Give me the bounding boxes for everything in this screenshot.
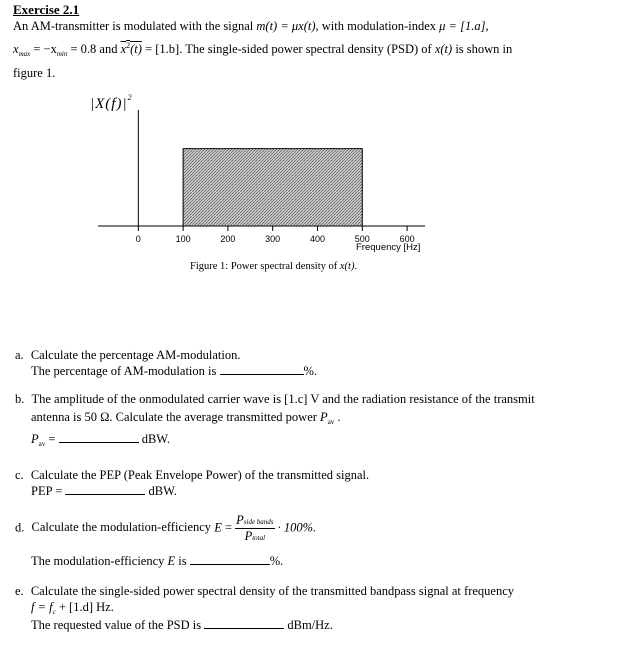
x-tick-label: 200 (220, 234, 236, 244)
efficiency-symbol: E (214, 520, 222, 535)
fraction-numerator (235, 513, 274, 529)
chart-layer (98, 110, 425, 244)
question-a-text: Calculate the percentage AM-modulation. (30, 348, 241, 362)
denominator-subscript: total (252, 534, 266, 542)
x-tick-label: 600 (399, 234, 415, 244)
x-tick-label: 500 (354, 234, 370, 244)
answer-b-symbol: P (31, 432, 39, 446)
y-axis-label: |X(f)| (90, 96, 128, 112)
x-max-symbol: x (13, 42, 19, 56)
answer-a-unit: %. (303, 364, 318, 378)
power-symbol: P (320, 410, 328, 424)
answer-c-blank[interactable] (65, 483, 145, 495)
question-d-label: d. (15, 520, 25, 535)
fraction-denominator (235, 529, 274, 544)
x-tick-label: 300 (265, 234, 281, 244)
answer-d-symbol: E (167, 554, 176, 568)
y-axis-label-exponent: 2 (127, 93, 133, 102)
answer-c-unit: dBW. (148, 484, 177, 498)
answer-d-is: is (175, 554, 187, 568)
intro-text: = 0.8 and (67, 42, 121, 56)
answer-a (31, 363, 317, 379)
frequency-formula: f = f (31, 600, 53, 614)
caption-period: . (354, 261, 358, 272)
numerator-symbol: P (236, 513, 244, 527)
denominator-symbol: P (244, 529, 253, 543)
x-tick-label: 100 (175, 234, 191, 244)
question-e (15, 584, 514, 599)
x-max-subscript: max (18, 50, 31, 58)
x-squared: x (120, 42, 127, 56)
intro-line-3: figure 1. (13, 66, 56, 80)
caption-signal: x(t) (339, 261, 355, 272)
answer-b-equals: = (45, 432, 56, 446)
efficiency-fraction (235, 513, 274, 544)
x-tick-label: 400 (309, 234, 326, 244)
answer-a-blank[interactable] (220, 363, 304, 375)
answer-a-prefix: The percentage of AM-modulation is (31, 364, 217, 378)
squared-exponent: 2 (126, 41, 131, 50)
x-tick-label: 0 (135, 234, 141, 244)
x-of-t: x(t) (434, 42, 453, 56)
question-b-period: . (334, 410, 341, 424)
answer-b-blank[interactable] (59, 431, 139, 443)
question-b-line-2 (31, 410, 341, 425)
numerator-subscript: side bands (243, 518, 274, 526)
answer-d-prefix: The modulation-efficiency (31, 554, 168, 568)
answer-c-prefix: PEP = (31, 484, 63, 498)
question-b-label: b. (15, 392, 25, 406)
question-b-text-2: antenna is 50 Ω. Calculate the average transmitted power (31, 410, 321, 424)
answer-e (31, 617, 333, 633)
answer-d (31, 553, 283, 569)
question-e-text: Calculate the single-sided power spectral density of the transmitted bandpass signal at frequency (30, 584, 514, 598)
intro-text: is shown in (452, 42, 513, 56)
x-axis-label: Frequency [Hz] (356, 242, 421, 253)
intro-text: , with modulation-index (315, 19, 440, 33)
percent-factor: · 100%. (274, 520, 317, 535)
question-b (15, 392, 535, 407)
answer-e-unit: dBm/Hz. (287, 618, 333, 632)
psd-band (183, 149, 362, 226)
answer-b-unit: dBW. (141, 432, 171, 446)
answer-e-prefix: The requested value of the PSD is (31, 618, 202, 632)
intro-text: = [1.b]. The single-sided power spectral density (PSD) of (141, 42, 435, 56)
answer-c (31, 483, 177, 499)
question-a (15, 348, 240, 363)
figure-caption (190, 261, 357, 272)
question-a-label: a. (15, 348, 24, 362)
question-c-text: Calculate the PEP (Peak Envelope Power) of the transmitted signal. (30, 468, 370, 482)
signal-formula: m(t) = μx(t) (256, 19, 316, 33)
x-min-subscript: min (56, 50, 68, 58)
frequency-offset: + [1.d] Hz. (55, 600, 114, 614)
modulation-index: μ = [1.a], (439, 19, 489, 33)
answer-b-subscript: av (38, 440, 46, 448)
exercise-title: Exercise 2.1 (13, 2, 80, 17)
answer-e-blank[interactable] (204, 617, 284, 629)
answer-d-unit: %. (269, 554, 284, 568)
caption-text: Figure 1: Power spectral density of (190, 261, 340, 272)
question-d-text: Calculate the modulation-efficiency (31, 520, 215, 535)
time-arg: (t) (130, 42, 142, 56)
answer-b (31, 431, 170, 447)
equals-sign: = (221, 520, 236, 535)
question-e-label: e. (15, 584, 24, 598)
question-b-text: The amplitude of the onmodulated carrier wave is [1.c] V and the radiation resistance of the transmit (31, 392, 535, 406)
power-subscript: av (327, 418, 335, 426)
answer-d-blank[interactable] (190, 553, 270, 565)
question-c-label: c. (15, 468, 24, 482)
question-e-formula (31, 600, 114, 615)
question-d (15, 513, 316, 544)
psd-axis-label (90, 93, 133, 113)
intro-text: An AM-transmitter is modulated with the signal (13, 19, 257, 33)
carrier-subscript: c (52, 608, 56, 616)
intro-text: = −x (30, 42, 57, 56)
question-c (15, 468, 369, 483)
